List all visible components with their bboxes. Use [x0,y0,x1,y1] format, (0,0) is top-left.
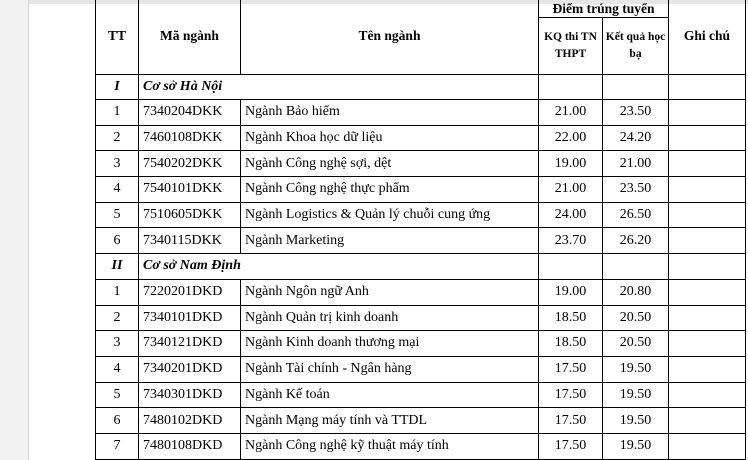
row-note [669,356,746,382]
section-name: Cơ sở Nam Định [139,254,539,280]
row-hocba: 20.50 [603,331,669,357]
row-tt: 6 [96,408,139,434]
row-thpt: 22.00 [539,125,603,151]
row-tt: 3 [96,151,139,177]
row-note [669,279,746,305]
row-note [669,125,746,151]
row-thpt: 23.70 [539,228,603,254]
header-ghi-chu: Ghi chú [669,0,746,75]
row-name: Ngành Mạng máy tính và TTDL [241,408,539,434]
row-name: Ngành Kinh doanh thương mại [241,331,539,357]
row-hocba: 19.50 [603,382,669,408]
row-note [669,202,746,228]
row-hocba: 23.50 [603,177,669,203]
row-hocba: 19.50 [603,433,669,459]
row-thpt: 17.50 [539,356,603,382]
row-name: Ngành Công nghệ kỹ thuật máy tính [241,433,539,459]
row-tt: 4 [96,177,139,203]
table-row [96,100,746,126]
section-index: I [96,75,139,100]
table-row [96,433,746,459]
row-code: 7340121DKD [139,331,241,357]
header-kq-thi-thpt: KQ thi TN THPT [539,18,603,75]
table-row [96,356,746,382]
header-diem-trung-tuyen: Điểm trúng tuyển [539,0,669,18]
row-thpt: 18.50 [539,331,603,357]
row-tt: 5 [96,202,139,228]
row-thpt: 21.00 [539,100,603,126]
row-note [669,382,746,408]
row-hocba: 20.80 [603,279,669,305]
row-thpt: 19.00 [539,151,603,177]
row-note [669,433,746,459]
row-note [669,331,746,357]
row-name: Ngành Quản trị kinh doanh [241,305,539,331]
table-row [96,228,746,254]
row-tt: 6 [96,228,139,254]
row-code: 7480102DKD [139,408,241,434]
table-row [96,331,746,357]
row-tt: 1 [96,100,139,126]
row-name: Ngành Bảo hiểm [241,100,539,126]
row-note [669,305,746,331]
row-hocba: 26.20 [603,228,669,254]
row-tt: 4 [96,356,139,382]
header-ten-nganh: Tên ngành [241,0,539,75]
row-tt: 7 [96,433,139,459]
row-hocba: 20.50 [603,305,669,331]
row-name: Ngành Ngôn ngữ Anh [241,279,539,305]
section-index: II [96,254,139,280]
table-row [96,125,746,151]
row-name: Ngành Kế toán [241,382,539,408]
row-tt: 2 [96,125,139,151]
row-name: Ngành Logistics & Quản lý chuỗi cung ứng [241,202,539,228]
row-name: Ngành Tài chính - Ngân hàng [241,356,539,382]
row-code: 7510605DKK [139,202,241,228]
row-thpt: 17.50 [539,382,603,408]
table-row [96,202,746,228]
row-thpt: 17.50 [539,408,603,434]
section-row [96,75,746,100]
row-name: Ngành Công nghệ thực phẩm [241,177,539,203]
row-tt: 1 [96,279,139,305]
row-note [669,408,746,434]
table-row [96,305,746,331]
row-hocba: 21.00 [603,151,669,177]
table-row [96,382,746,408]
section-name: Cơ sở Hà Nội [139,75,539,100]
row-tt: 5 [96,382,139,408]
section-row [96,254,746,280]
row-code: 7340115DKK [139,228,241,254]
header-ma-nganh: Mã ngành [139,0,241,75]
row-name: Ngành Marketing [241,228,539,254]
row-thpt: 17.50 [539,433,603,459]
row-name: Ngành Khoa học dữ liệu [241,125,539,151]
row-thpt: 18.50 [539,305,603,331]
row-note [669,151,746,177]
left-panel [0,0,29,460]
header-tt: TT [96,0,139,75]
row-thpt: 24.00 [539,202,603,228]
row-name: Ngành Công nghệ sợi, dệt [241,151,539,177]
row-note [669,228,746,254]
row-note [669,100,746,126]
row-code: 7540101DKK [139,177,241,203]
row-code: 7460108DKK [139,125,241,151]
row-hocba: 19.50 [603,408,669,434]
row-thpt: 21.00 [539,177,603,203]
row-code: 7220201DKD [139,279,241,305]
row-tt: 3 [96,331,139,357]
row-hocba: 26.50 [603,202,669,228]
row-code: 7340201DKD [139,356,241,382]
row-code: 7340101DKD [139,305,241,331]
row-hocba: 23.50 [603,100,669,126]
row-code: 7340301DKD [139,382,241,408]
row-code: 7540202DKK [139,151,241,177]
header-ket-qua-hoc-ba: Kết quả học bạ [603,18,669,75]
table-row [96,151,746,177]
table-row [96,177,746,203]
row-hocba: 19.50 [603,356,669,382]
row-thpt: 19.00 [539,279,603,305]
admission-scores-table [95,0,746,460]
row-tt: 2 [96,305,139,331]
table-row [96,408,746,434]
row-code: 7480108DKD [139,433,241,459]
table-row [96,279,746,305]
row-code: 7340204DKK [139,100,241,126]
row-hocba: 24.20 [603,125,669,151]
row-note [669,177,746,203]
